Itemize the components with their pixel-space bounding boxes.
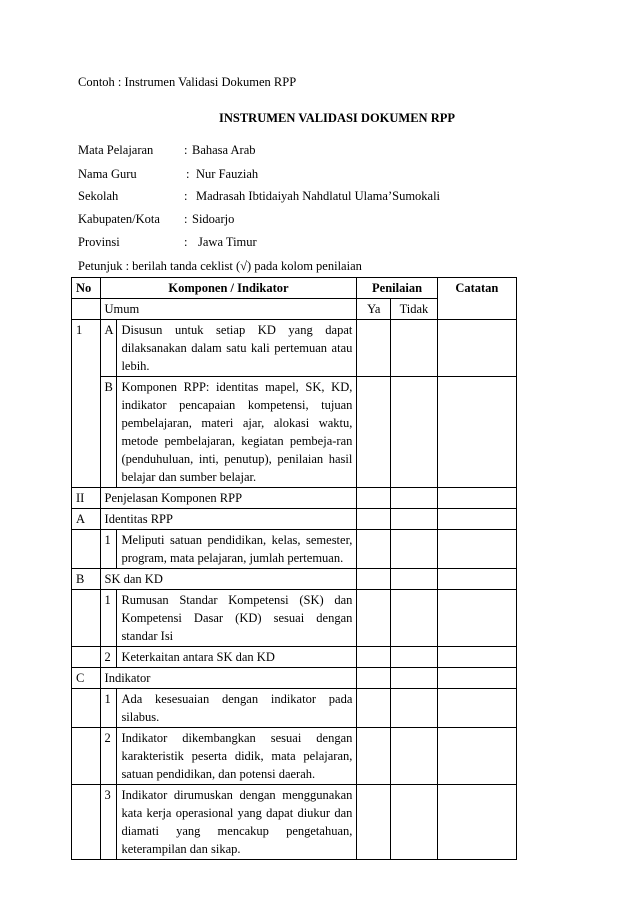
notes-cell[interactable] [437,728,516,785]
row-sub-number: 2 [100,728,117,785]
notes-cell[interactable] [437,689,516,728]
row-text: Komponen RPP: identitas mapel, SK, KD, indikator pencapaian kompetensi, tujuan pembelajaran, materi ajar, alokasi waktu, metode pembelajaran, kegiatan pembeja-ran (penduhuluan, inti, penutup), penilaian hasil belajar dan sumber belajar. [117,377,357,488]
checkbox-tidak[interactable] [391,668,438,689]
table-row [72,785,517,860]
notes-cell[interactable] [437,320,516,377]
instruction-text: Petunjuk : berilah tanda ceklist (√) pada kolom penilaian [78,259,362,273]
checkbox-ya[interactable] [357,530,391,569]
header-penilaian: Penilaian [357,278,437,299]
table-row [72,728,517,785]
checkbox-tidak[interactable] [391,320,438,377]
meta-value: Jawa Timur [198,235,257,249]
empty-cell [72,689,101,728]
row-number: A [72,509,101,530]
header-komponen: Komponen / Indikator [100,278,357,299]
row-text: Disusun untuk setiap KD yang dapat dilaksanakan dalam satu kali pertemuan atau lebih. [117,320,357,377]
row-text: Meliputi satuan pendidikan, kelas, semester, program, mata pelajaran, jumlah pertemuan. [117,530,357,569]
notes-cell[interactable] [437,590,516,647]
empty-cell [72,590,101,647]
checkbox-ya[interactable] [357,488,391,509]
validation-table [71,277,517,860]
empty-cell [72,785,101,860]
section-row [72,509,517,530]
notes-cell[interactable] [437,647,516,668]
checkbox-tidak[interactable] [391,689,438,728]
checkbox-ya[interactable] [357,668,391,689]
meta-colon: : [184,189,188,203]
meta-colon: : [184,143,188,157]
meta-colon: : [186,167,190,181]
checkbox-tidak[interactable] [391,569,438,590]
checkbox-ya[interactable] [357,590,391,647]
row-sub-letter: B [100,377,117,488]
row-sub-number: 1 [100,590,117,647]
table-row [72,647,517,668]
header-tidak: Tidak [391,299,438,320]
checkbox-ya[interactable] [357,728,391,785]
table-row [72,689,517,728]
section-title: Identitas RPP [100,509,357,530]
row-sub-number: 2 [100,647,117,668]
row-text: Keterkaitan antara SK dan KD [117,647,357,668]
meta-label: Nama Guru [78,167,137,181]
checkbox-ya[interactable] [357,689,391,728]
meta-label: Kabupaten/Kota [78,212,160,226]
section-title: Penjelasan Komponen RPP [100,488,357,509]
checkbox-tidak[interactable] [391,590,438,647]
meta-value: Bahasa Arab [192,143,256,157]
checkbox-ya[interactable] [357,569,391,590]
notes-cell[interactable] [437,509,516,530]
row-text: Ada kesesuaian dengan indikator pada silabus. [117,689,357,728]
checkbox-ya[interactable] [357,509,391,530]
meta-label: Sekolah [78,189,119,203]
row-number: B [72,569,101,590]
section-title: SK dan KD [100,569,357,590]
notes-cell[interactable] [437,785,516,860]
meta-value: Madrasah Ibtidaiyah Nahdlatul Ulama’Sumokali [196,189,441,203]
empty-cell [72,530,101,569]
section-row [72,668,517,689]
row-sub-letter: A [100,320,117,377]
table-row [72,377,517,488]
meta-value: Sidoarjo [192,212,235,226]
header-ya: Ya [357,299,391,320]
checkbox-ya[interactable] [357,320,391,377]
document-title: INSTRUMEN VALIDASI DOKUMEN RPP [218,111,456,125]
meta-label: Provinsi [78,235,120,249]
checkbox-tidak[interactable] [391,728,438,785]
empty-cell [72,728,101,785]
checkbox-tidak[interactable] [391,377,438,488]
section-title: Indikator [100,668,357,689]
notes-cell[interactable] [437,530,516,569]
intro-text: Contoh : Instrumen Validasi Dokumen RPP [78,75,297,89]
checkbox-ya[interactable] [357,377,391,488]
empty-cell [72,299,101,320]
table-row [72,590,517,647]
header-row [72,278,517,299]
header-no: No [72,278,101,299]
empty-cell [72,647,101,668]
notes-cell[interactable] [437,668,516,689]
meta-colon: : [184,212,188,226]
header-catatan: Catatan [437,278,516,320]
table-row [72,320,517,377]
meta-label: Mata Pelajaran [78,143,154,157]
checkbox-ya[interactable] [357,785,391,860]
checkbox-tidak[interactable] [391,647,438,668]
table-row [72,530,517,569]
checkbox-tidak[interactable] [391,530,438,569]
notes-cell[interactable] [437,569,516,590]
checkbox-ya[interactable] [357,647,391,668]
row-text: Indikator dirumuskan dengan menggunakan kata kerja operasional yang dapat diukur dan diamati yang mencakup pengetahuan, keterampilan dan sikap. [117,785,357,860]
checkbox-tidak[interactable] [391,785,438,860]
row-number: II [72,488,101,509]
meta-colon: : [184,235,188,249]
row-number: 1 [72,320,101,488]
row-sub-number: 1 [100,530,117,569]
row-number: C [72,668,101,689]
header-umum: Umum [100,299,357,320]
notes-cell[interactable] [437,377,516,488]
section-row [72,488,517,509]
notes-cell[interactable] [437,488,516,509]
checkbox-tidak[interactable] [391,509,438,530]
row-sub-number: 1 [100,689,117,728]
checkbox-tidak[interactable] [391,488,438,509]
row-text: Indikator dikembangkan sesuai dengan karakteristik peserta didik, mata pelajaran, satuan pendidikan, dan potensi daerah. [117,728,357,785]
row-sub-number: 3 [100,785,117,860]
row-text: Rumusan Standar Kompetensi (SK) dan Kompetensi Dasar (KD) sesuai dengan standar Isi [117,590,357,647]
meta-value: Nur Fauziah [196,167,259,181]
section-row [72,569,517,590]
